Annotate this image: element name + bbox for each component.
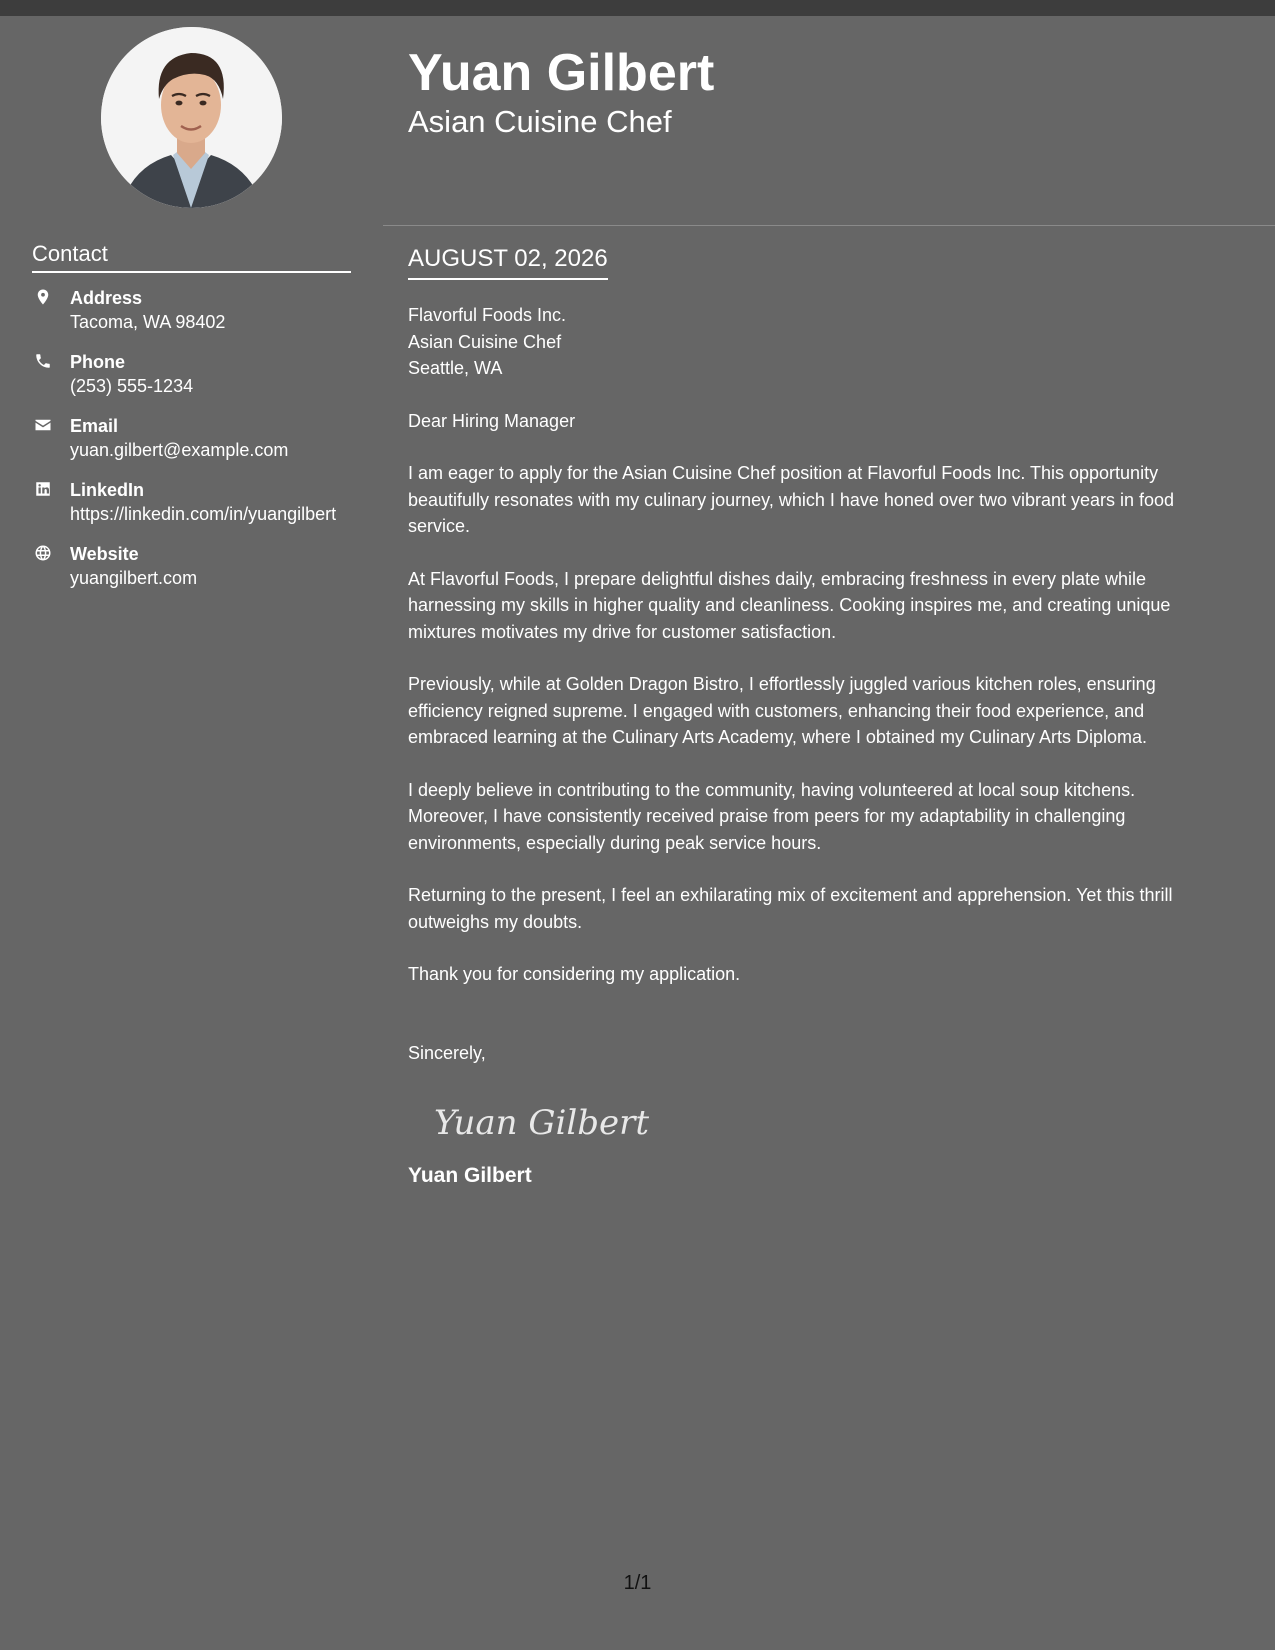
contact-label: Email (70, 416, 119, 436)
signature-image (430, 1092, 670, 1148)
envelope-icon (32, 414, 70, 436)
paragraph: I deeply believe in contributing to the community, having volunteered at local soup kitchens. Moreover, I have consistently received praise from peers for my adaptability in challenging environments, especially during peak service hours. (408, 779, 1136, 853)
letter-body (408, 302, 1218, 1190)
signature (430, 1092, 670, 1148)
contact-item-linkedin (32, 478, 354, 526)
letter-date: AUGUST 02, 2026 (408, 245, 608, 272)
signer-name: Yuan Gilbert (408, 1164, 532, 1187)
contact-heading: Contact (32, 241, 351, 273)
paragraph: Thank you for considering my application. (408, 964, 741, 984)
paragraph: Previously, while at Golden Dragon Bistro, I effortlessly juggled various kitchen roles, ensuring efficiency reigned supreme. I engaged with customers, enhancing their food experience, and embraced learning at the Culinary Arts Academy, where I obtained my Culinary Arts Diploma. (408, 674, 1156, 747)
globe-icon (32, 542, 70, 564)
linkedin-value[interactable]: https://linkedin.com/in/yuangilbert (70, 504, 337, 524)
address-value: Tacoma, WA 98402 (70, 312, 226, 332)
linkedin-icon (32, 478, 70, 500)
closing: Sincerely, (408, 1042, 486, 1063)
recipient-block (408, 302, 1218, 382)
contact-label: Address (70, 288, 143, 308)
contact-label: LinkedIn (70, 480, 145, 500)
paragraph: At Flavorful Foods, I prepare delightful dishes daily, embracing freshness in every plate while harnessing my skills in higher quality and cleanliness. Cooking inspires me, and creating unique mixtures motivates my drive for customer satisfaction. (408, 568, 1171, 642)
salutation: Dear Hiring Manager (408, 410, 576, 431)
contact-item-address (32, 286, 354, 334)
contact-label: Website (70, 544, 139, 564)
contact-item-phone (32, 350, 354, 398)
page-number: 1/1 (623, 1572, 652, 1594)
website-value[interactable]: yuangilbert.com (70, 568, 198, 588)
candidate-job-title: Asian Cuisine Chef (408, 104, 672, 139)
contact-item-website (32, 542, 354, 590)
header-divider (383, 225, 1275, 226)
email-value[interactable]: yuan.gilbert@example.com (70, 440, 289, 460)
letter-date-block (408, 244, 608, 280)
avatar (101, 27, 282, 208)
contact-list (32, 286, 354, 606)
phone-value[interactable]: (253) 555-1234 (70, 376, 194, 396)
recipient-position: Asian Cuisine Chef (408, 331, 562, 352)
sidebar (0, 16, 383, 1650)
signature-text: Yuan Gilbert (434, 1103, 650, 1143)
top-bar (0, 0, 1275, 16)
phone-icon (32, 350, 70, 372)
contact-label: Phone (70, 352, 126, 372)
recipient-location: Seattle, WA (408, 358, 503, 378)
candidate-name: Yuan Gilbert (408, 44, 715, 102)
paragraph: Returning to the present, I feel an exhilarating mix of excitement and apprehension. Yet this thrill outweighs my doubts. (408, 885, 1173, 932)
recipient-company: Flavorful Foods Inc. (408, 305, 567, 325)
map-pin-icon (32, 286, 70, 308)
paragraph: I am eager to apply for the Asian Cuisine Chef position at Flavorful Foods Inc. This opportunity beautifully resonates with my culinary journey, which I have honed over two vibrant years in food service. (408, 463, 1175, 536)
contact-item-email (32, 414, 354, 462)
profile-photo (101, 27, 282, 208)
